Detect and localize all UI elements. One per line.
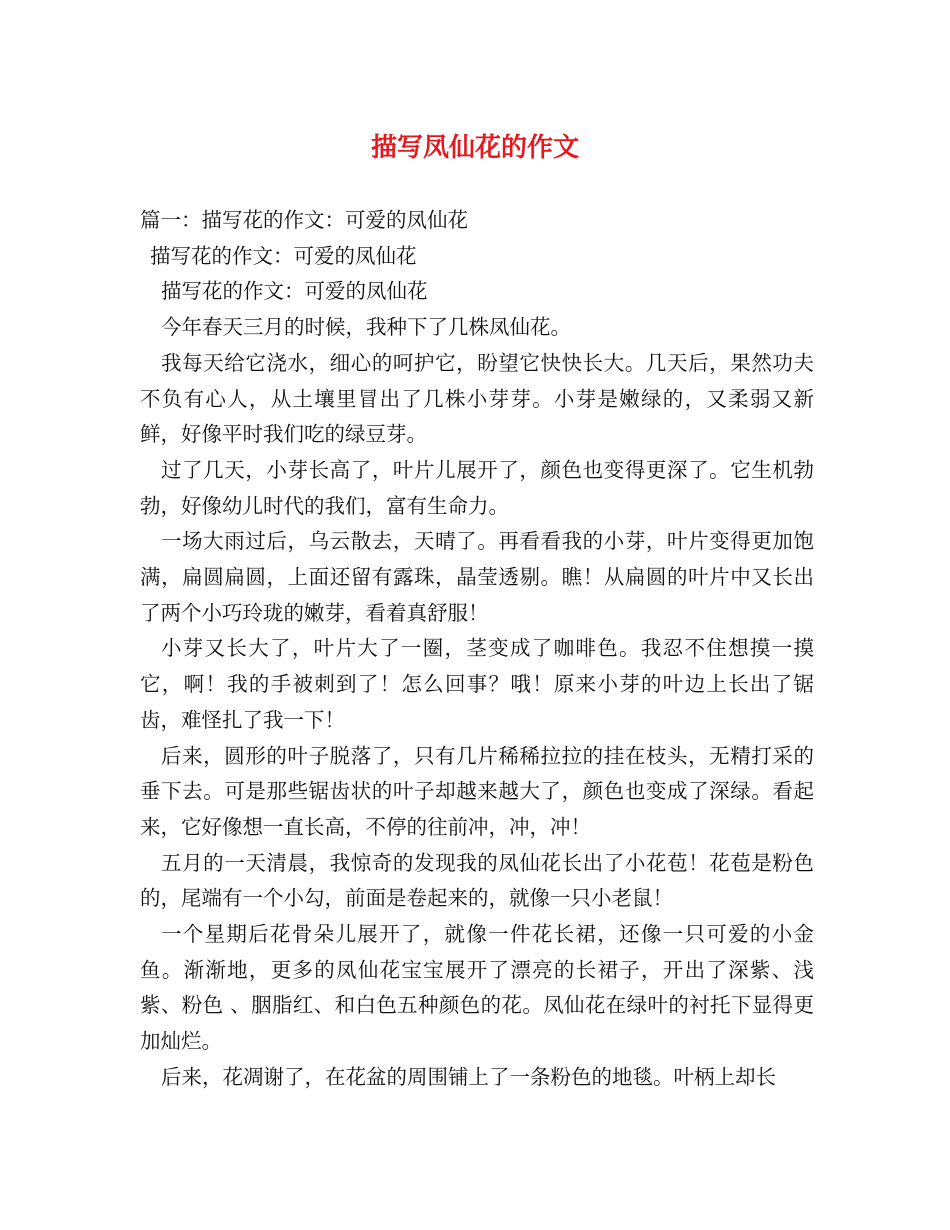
sub-heading: 描写花的作文：可爱的凤仙花 (161, 279, 428, 304)
paragraph: 五月的一天清晨，我惊奇的发现我的凤仙花长出了小花苞！花苞是粉色的，尾端有一个小勾，前面是卷起来的，就像一只小老鼠！ (140, 850, 814, 911)
paragraph: 今年春天三月的时候，我种下了几株凤仙花。 (161, 315, 571, 340)
paragraph: 后来，圆形的叶子脱落了，只有几片稀稀拉拉的挂在枝头，无精打采的垂下去。可是那些锯齿状的叶子却越来越大了，颜色也变成了深绿。看起来，它好像想一直长高，不停的往前冲，冲，冲！ (140, 743, 814, 839)
paragraph: 一场大雨过后，乌云散去，天晴了。再看看我的小芽，叶片变得更加饱满，扁圆扁圆，上面还留有露珠，晶莹透剔。瞧！从扁圆的叶片中又长出了两个小巧玲珑的嫩芽，看着真舒服！ (140, 529, 814, 625)
paragraph: 我每天给它浇水，细心的呵护它，盼望它快快长大。几天后，果然功夫不负有心人，从土壤里冒出了几株小芽芽。小芽是嫩绿的，又柔弱又新鲜，好像平时我们吃的绿豆芽。 (140, 350, 814, 447)
paragraph: 后来，花凋谢了，在花盆的周围铺上了一条粉色的地毯。叶柄上却长 (161, 1064, 776, 1089)
document-title: 描写凤仙花的作文 (370, 133, 579, 163)
paragraph: 过了几天，小芽长高了，叶片儿展开了，颜色也变得更深了。它生机勃勃，好像幼儿时代的我们，富有生命力。 (140, 457, 814, 518)
paragraph: 小芽又长大了，叶片大了一圈，茎变成了咖啡色。我忍不住想摸一摸它，啊！我的手被刺到了！怎么回事？哦！原来小芽的叶边上长出了锯齿，难怪扎了我一下！ (140, 636, 814, 732)
document-body (140, 203, 814, 1096)
sub-heading: 描写花的作文：可爱的凤仙花 (150, 243, 417, 268)
section-heading: 篇一：描写花的作文：可爱的凤仙花 (140, 208, 468, 232)
paragraph: 一个星期后花骨朵儿展开了，就像一件花长裙，还像一只可爱的小金鱼。渐渐地，更多的凤仙花宝宝展开了漂亮的长裙子，开出了深紫、浅紫、粉色 、胭脂红、和白色五种颜色的花。凤仙花在绿叶的衬托下显得更加灿烂。 (140, 922, 814, 1054)
